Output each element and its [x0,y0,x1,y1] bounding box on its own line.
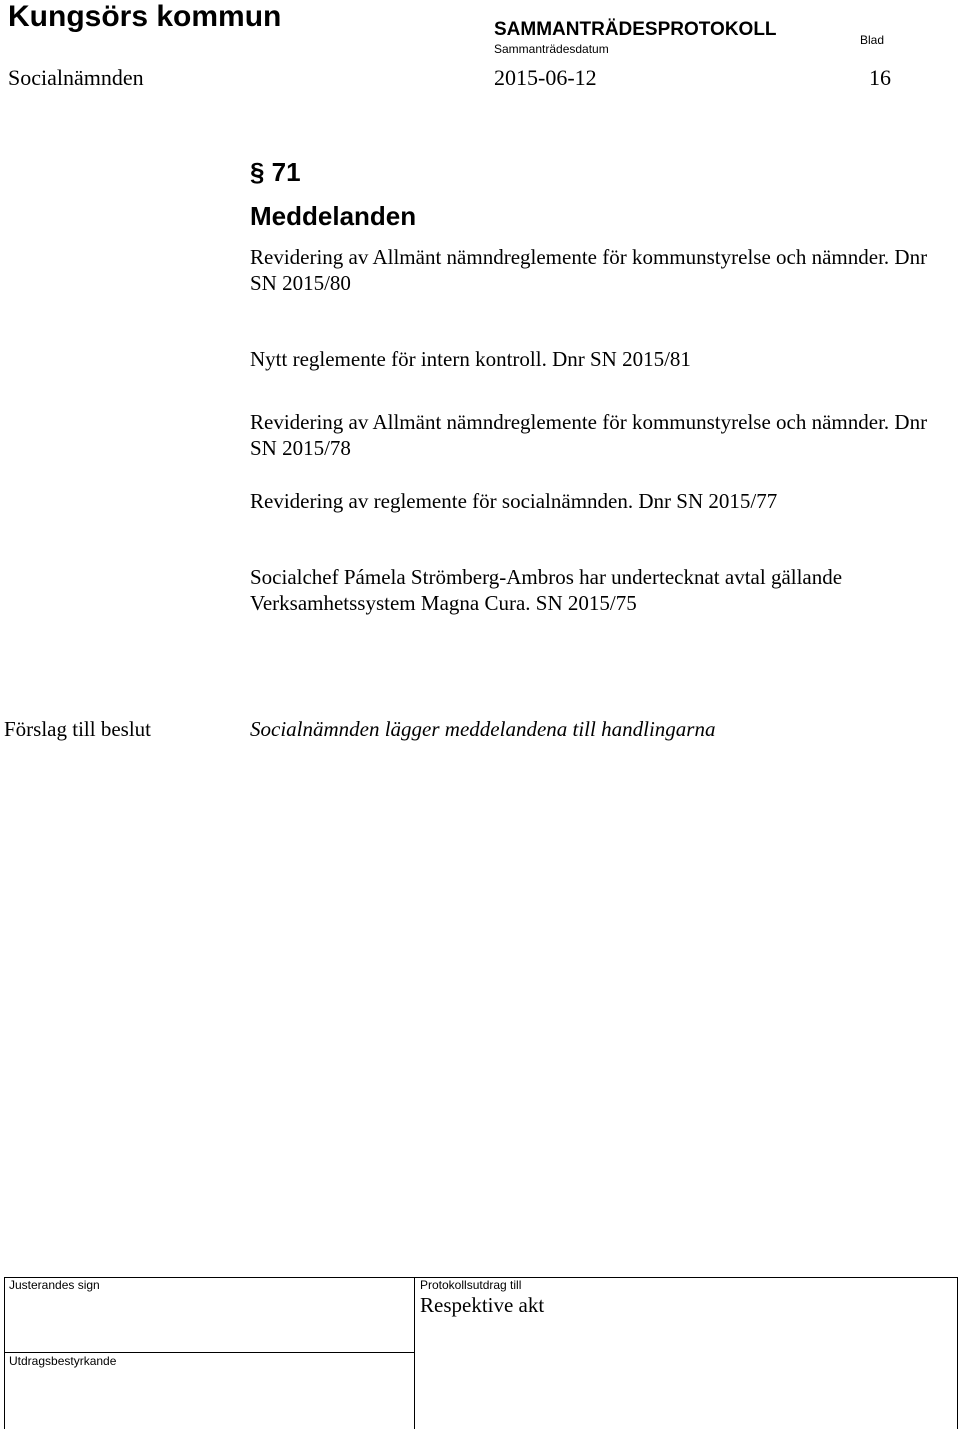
section-number: § 71 [250,157,301,187]
footer-extract-label: Protokollsutdrag till [420,1278,522,1292]
notice-item: Socialchef Pámela Strömberg-Ambros har undertecknat avtal gällande Verksamhetssystem Magna Cura. SN 2015/75 [250,565,843,615]
notice-item: Revidering av Allmänt nämndreglemente för kommunstyrelse och nämnder. Dnr SN 2015/80 [250,245,928,295]
footer-mid-border [4,1352,414,1353]
footer-extract-value: Respektive akt [420,1293,545,1317]
footer-left-border [4,1277,5,1429]
date-caption: Sammanträdesdatum [494,42,609,56]
notice-item: Nytt reglemente för intern kontroll. Dnr SN 2015/81 [250,347,691,371]
municipality-name: Kungsörs kommun [8,0,282,33]
committee-name: Socialnämnden [8,65,144,90]
footer-divider [414,1277,415,1429]
proposal-text: Socialnämnden lägger meddelandena till handlingarna [250,717,716,741]
page-caption: Blad [860,33,885,47]
notice-item: Revidering av reglemente för socialnämnden. Dnr SN 2015/77 [250,489,778,513]
notice-item: Revidering av Allmänt nämndreglemente för kommunstyrelse och nämnder. Dnr SN 2015/78 [250,410,928,460]
document-type: SAMMANTRÄDESPROTOKOLL [494,19,777,40]
section-title: Meddelanden [250,201,417,231]
footer-right-border [957,1277,958,1429]
footer-verifier-label: Utdragsbestyrkande [9,1354,117,1368]
proposal-label: Förslag till beslut [4,717,151,741]
page-number: 16 [869,65,891,90]
meeting-date: 2015-06-12 [494,65,597,90]
footer-sign-label: Justerandes sign [9,1278,100,1292]
